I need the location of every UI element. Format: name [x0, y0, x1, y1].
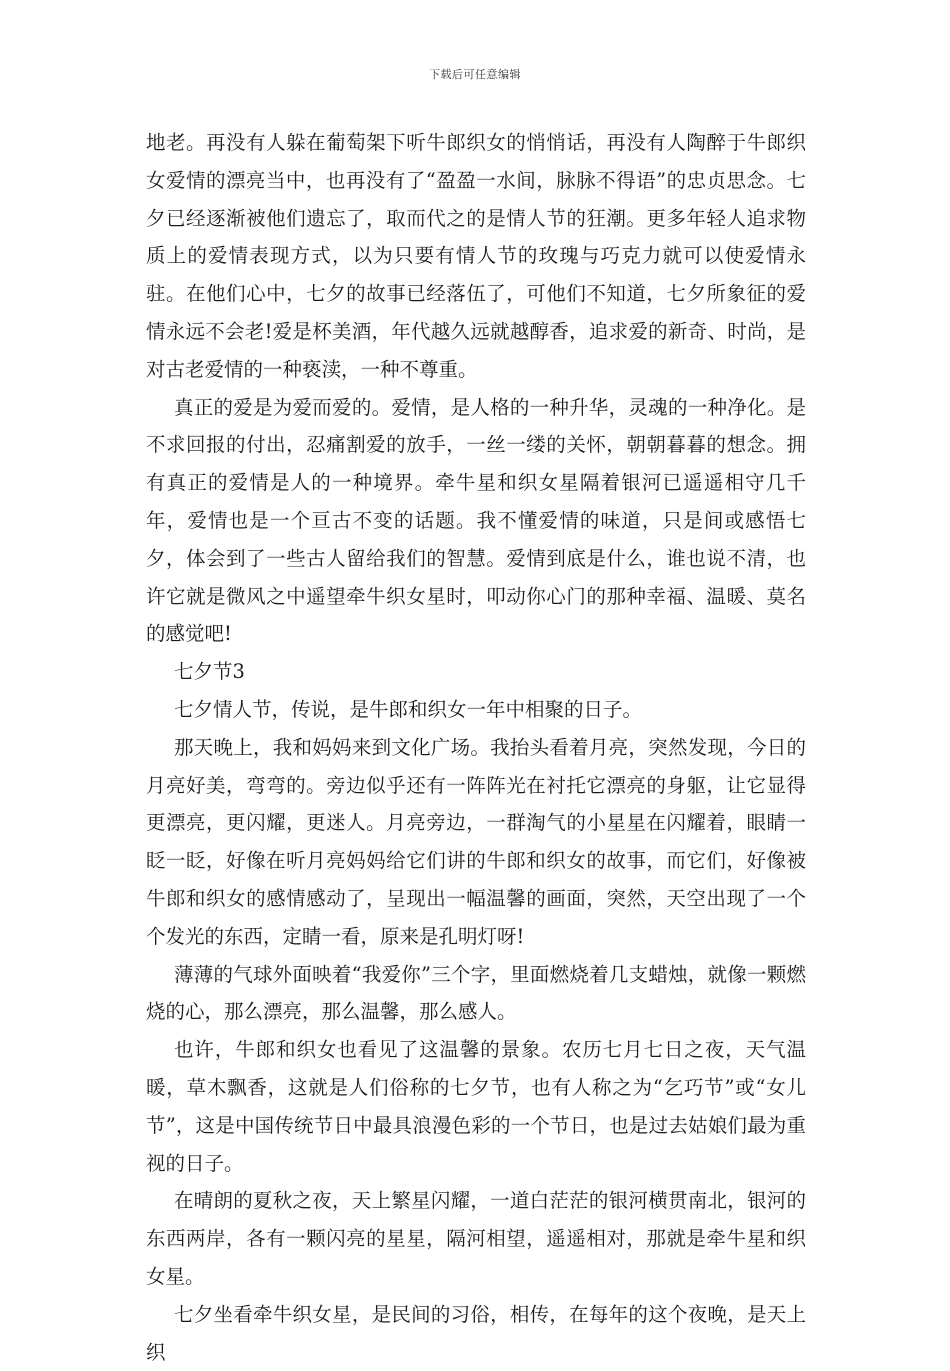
- paragraph-7: 在晴朗的夏秋之夜，天上繁星闪耀，一道白茫茫的银河横贯南北，银河的东西两岸，各有一颗闪亮的星星，隔河相望，遥遥相对，那就是牵牛星和织女星。: [146, 1189, 806, 1288]
- paragraph-3: 七夕情人节，传说，是牛郎和织女一年中相聚的日子。: [174, 697, 643, 721]
- paragraph-8: 七夕坐看牵牛织女星，是民间的习俗，相传，在每年的这个夜晚，是天上织: [146, 1302, 806, 1364]
- paragraph-6: 也许，牛郎和织女也看见了这温馨的景象。农历七月七日之夜，天气温暖，草木飘香，这就是人们俗称的七夕节，也有人称之为“乞巧节”或“女儿节”，这是中国传统节日中最具浪漫色彩的一个节日，也是过去姑娘们最为重视的日子。: [146, 1038, 806, 1175]
- page-header-note: 下载后可任意编辑: [429, 68, 521, 81]
- document-body: [146, 124, 806, 1371]
- paragraph-4: 那天晚上，我和妈妈来到文化广场。我抬头看着月亮，突然发现，今日的月亮好美，弯弯的。旁边似乎还有一阵阵光在衬托它漂亮的身躯，让它显得更漂亮，更闪耀，更迷人。月亮旁边，一群淘气的小星星在闪耀着，眼睛一眨一眨，好像在听月亮妈妈给它们讲的牛郎和织女的故事，而它们，好像被牛郎和织女的感情感动了，呈现出一幅温馨的画面，突然，天空出现了一个个发光的东西，定睛一看，原来是孔明灯呀!: [146, 735, 806, 948]
- paragraph-2: 真正的爱是为爱而爱的。爱情，是人格的一种升华，灵魂的一种净化。是不求回报的付出，忍痛割爱的放手，一丝一缕的关怀，朝朝暮暮的想念。拥有真正的爱情是人的一种境界。牵牛星和织女星隔着银河已遥遥相守几千年，爱情也是一个亘古不变的话题。我不懂爱情的味道，只是间或感悟七夕，体会到了一些古人留给我们的智慧。爱情到底是什么，谁也说不清，也许它就是微风之中遥望牵牛织女星时，叩动你心门的那种幸福、温暖、莫名的感觉吧!: [146, 395, 806, 646]
- section-heading: 七夕节3: [174, 660, 245, 684]
- paragraph-1: 地老。再没有人躲在葡萄架下听牛郎织女的悄悄话，再没有人陶醉于牛郎织女爱情的漂亮当中，也再没有了“盈盈一水间，脉脉不得语”的忠贞思念。七夕已经逐渐被他们遗忘了，取而代之的是情人节的狂潮。更多年轻人追求物质上的爱情表现方式，以为只要有情人节的玫瑰与巧克力就可以使爱情永驻。在他们心中，七夕的故事已经落伍了，可他们不知道，七夕所象征的爱情永远不会老!爱是杯美酒，年代越久远就越醇香，追求爱的新奇、时尚，是对古老爱情的一种亵渎，一种不尊重。: [146, 131, 806, 381]
- paragraph-5: 薄薄的气球外面映着“我爱你”三个字，里面燃烧着几支蜡烛，就像一颗燃烧的心，那么漂亮，那么温馨，那么感人。: [146, 962, 806, 1024]
